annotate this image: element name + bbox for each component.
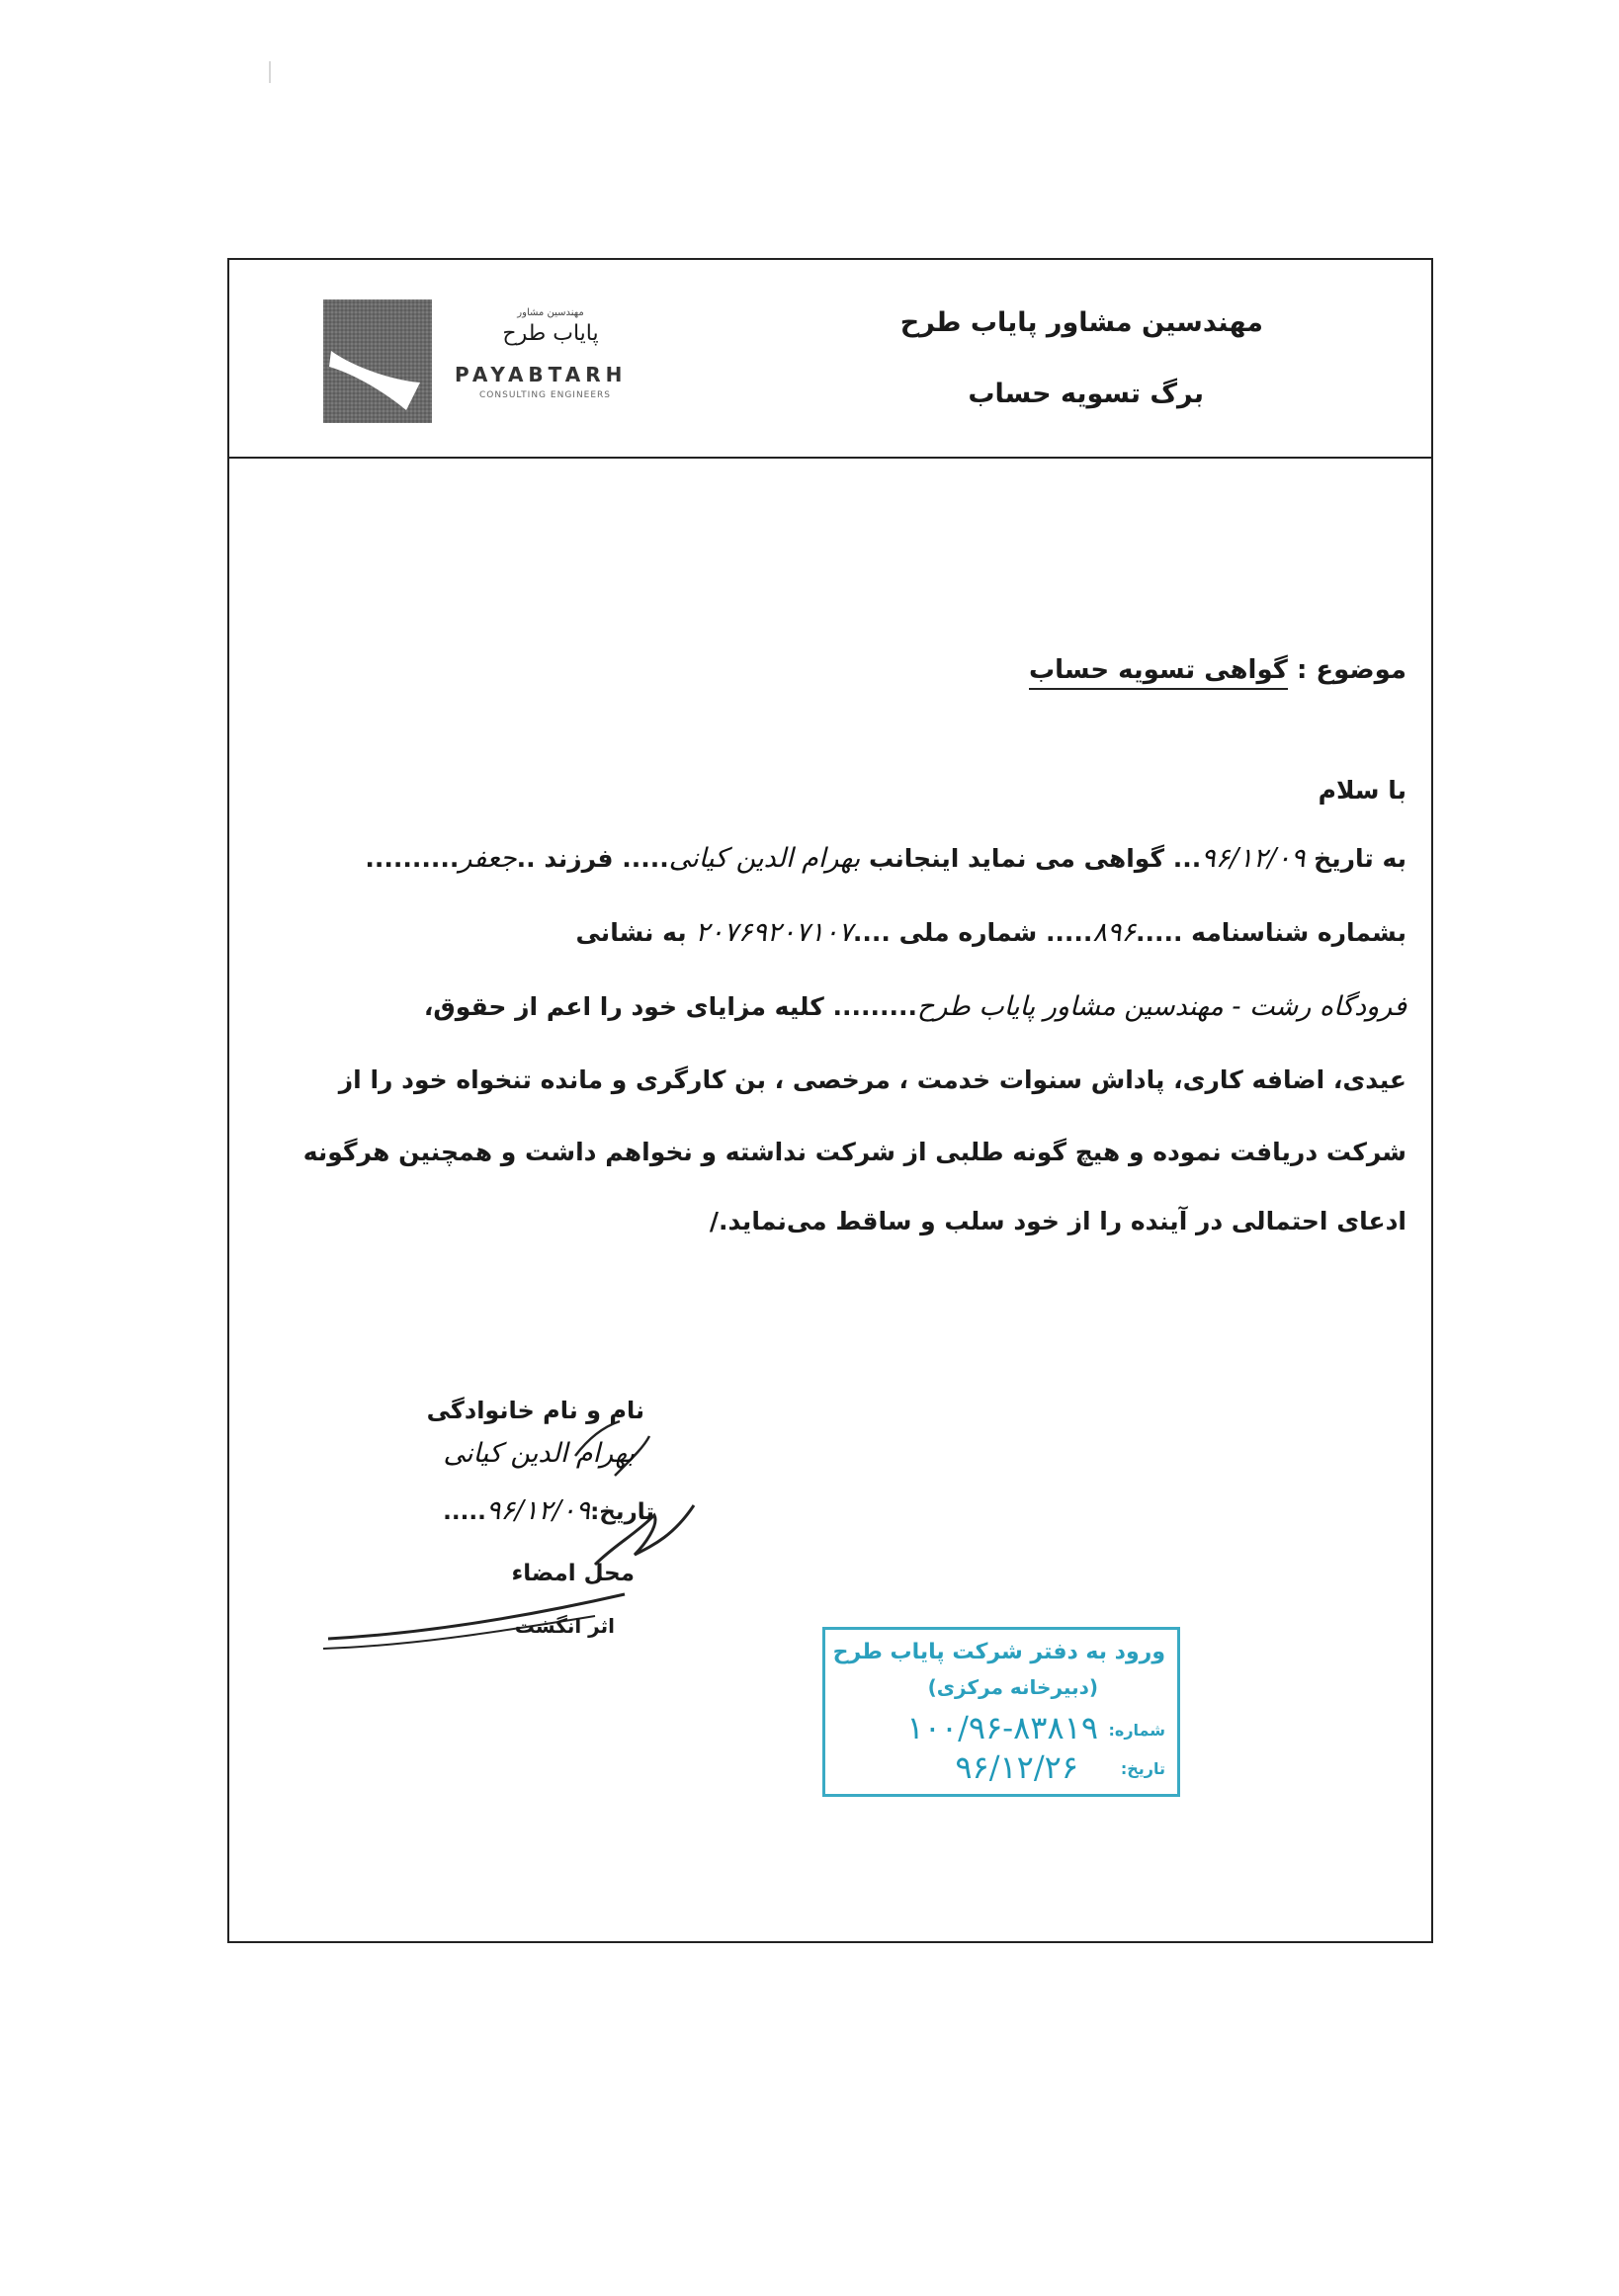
handwritten-address: فرودگاه رشت - مهندسین مشاور پایاب طرح	[916, 991, 1406, 1022]
body-line-4: عیدی، اضافه کاری، پاداش سنوات خدمت ، مرخصی ، بن کارگری و مانده تنخواه خود را از	[338, 1065, 1406, 1094]
body-line-1: به تاریخ ۹۶/۱۲/۰۹... گواهی می نماید اینجانب بهرام الدین کیانی..... فرزند ..جعفر..........	[365, 843, 1406, 874]
form-title: برگ تسویه حساب	[968, 379, 1204, 409]
company-logo	[323, 299, 689, 428]
address-label: به نشانی	[575, 918, 687, 947]
handwritten-father-name: جعفر	[459, 843, 517, 874]
signature-date-label: تاریخ:	[590, 1499, 654, 1525]
settlement-form	[227, 258, 1433, 1943]
stamp-date-value: ۹۶/۱۲/۲۶	[955, 1748, 1078, 1786]
handwritten-national-id: ۲۰۷۶۹۲۰۷۱۰۷	[695, 917, 853, 948]
logo-fa-name: پایاب طرح	[502, 321, 599, 346]
handwritten-employee-name: بهرام الدین کیانی	[668, 843, 861, 874]
handwritten-date: ۹۶/۱۲/۰۹	[1201, 843, 1306, 874]
handwritten-signer-name: بهرام الدین کیانی	[443, 1438, 635, 1469]
signature-block	[318, 1397, 763, 1638]
son-of-label: فرزند	[544, 844, 614, 873]
stamp-subtitle: (دبیرخانه مرکزی)	[927, 1675, 1098, 1699]
handwritten-signature-date: ۹۶/۱۲/۰۹	[485, 1495, 591, 1526]
subject-line	[1029, 655, 1406, 685]
benefits-text: کلیه مزایای خود را اعم از حقوق،	[423, 992, 824, 1021]
logo-fa-small: مهندسین مشاور	[517, 307, 584, 318]
signature-place-label: محل امضاء	[511, 1561, 635, 1586]
scan-artifact	[269, 61, 271, 83]
logo-en-sub: CONSULTING ENGINEERS	[479, 390, 612, 400]
logo-en-name: PAYABTARH	[455, 363, 628, 386]
stamp-date-label: تاریخ:	[1120, 1759, 1165, 1778]
body-line-3: فرودگاه رشت - مهندسین مشاور پایاب طرح......... کلیه مزایای خود را اعم از حقوق،	[423, 991, 1406, 1022]
handwritten-id-number: ۸۹۶	[1092, 917, 1136, 948]
greeting: با سلام	[1318, 776, 1406, 805]
date-prefix: به تاریخ	[1314, 844, 1406, 873]
body-line-2: بشماره شناسنامه .....۸۹۶..... شماره ملی ....۲۰۷۶۹۲۰۷۱۰۷ به نشانی	[575, 917, 1406, 948]
body-line-6: ادعای احتمالی در آینده را از خود سلب و ساقط می‌نماید./	[709, 1207, 1406, 1235]
id-prefix: بشماره شناسنامه	[1191, 918, 1406, 947]
name-label: نام و نام خانوادگی	[426, 1397, 644, 1424]
thumbprint-label: اثر انگشت	[514, 1614, 615, 1638]
company-name: مهندسین مشاور پایاب طرح	[899, 307, 1263, 338]
signature-date: تاریخ:۹۶/۱۲/۰۹.....	[443, 1495, 654, 1526]
body-line-5: شرکت دریافت نموده و هیچ گونه طلبی از شرکت نداشته و نخواهم داشت و همچنین هرگونه	[302, 1138, 1406, 1166]
stamp-number-value: ۱۰۰/۹۶-۸۳۸۱۹	[906, 1709, 1098, 1746]
logo-mark-icon	[323, 299, 432, 423]
form-header	[229, 260, 1431, 459]
subject-label: موضوع :	[1296, 655, 1406, 685]
stamp-number-label: شماره:	[1108, 1721, 1165, 1740]
certify-text: گواهی می نماید اینجانب	[868, 844, 1165, 873]
national-id-label: شماره ملی	[898, 918, 1038, 947]
subject-value: گواهی تسویه حساب	[1029, 655, 1288, 690]
registry-stamp	[822, 1627, 1180, 1797]
stamp-title: ورود به دفتر شرکت پایاب طرح	[832, 1640, 1165, 1664]
